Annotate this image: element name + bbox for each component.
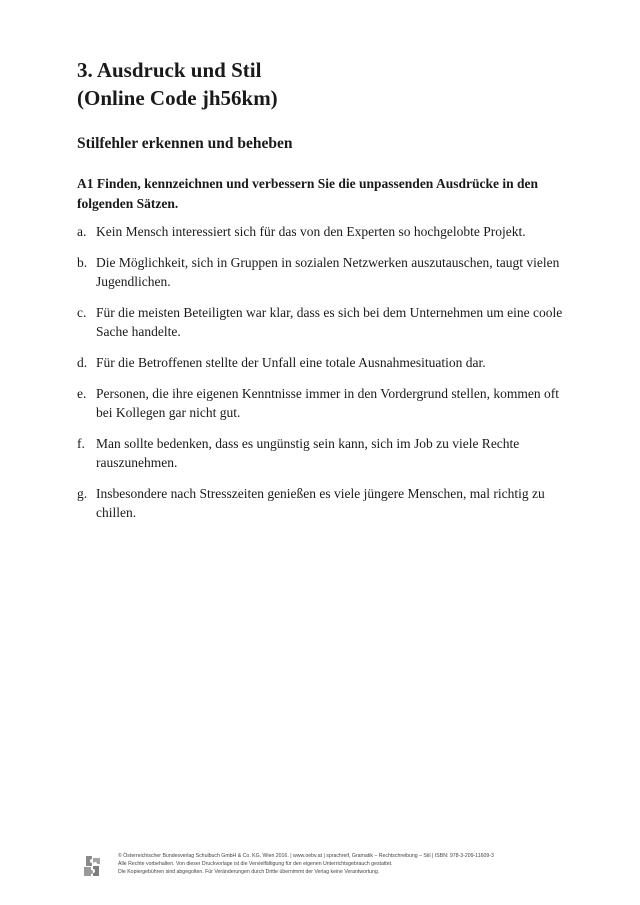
footer-line-1: © Österreichischer Bundesverlag Schulbuch GmbH & Co. KG, Wien 2016. | www.oebv.at | sprachreif, Gramatik – Rechtschreibung – Stil | ISBN: 978-3-209-11609-3 — [118, 853, 494, 859]
item-letter: a. — [77, 224, 87, 239]
item-text: Für die meisten Beteiligten war klar, dass es sich bei dem Unternehmen um eine coole Sache handelte. — [96, 305, 563, 339]
footer-copyright — [118, 852, 558, 876]
list-item — [77, 384, 577, 422]
item-text: Kein Mensch interessiert sich für das von den Experten so hochgelobte Projekt. — [96, 224, 526, 239]
page-footer — [82, 852, 562, 882]
page-title-line-2: (Online Code jh56km) — [77, 86, 278, 110]
exercise-list — [77, 222, 577, 534]
publisher-puzzle-logo-icon — [82, 854, 104, 878]
list-item — [77, 303, 577, 341]
list-item — [77, 353, 577, 372]
item-letter: b. — [77, 255, 88, 270]
item-text: Für die Betroffenen stellte der Unfall eine totale Ausnahmesituation dar. — [96, 355, 486, 370]
footer-line-2: Alle Rechte vorbehalten. Von dieser Druckvorlage ist die Vervielfältigung für den eigenen Unterrichtsgebrauch gestattet. — [118, 861, 393, 867]
section-heading: Stilfehler erkennen und beheben — [77, 135, 293, 152]
item-text: Die Möglichkeit, sich in Gruppen in sozialen Netzwerken auszutauschen, taugt vielen Jugendlichen. — [96, 255, 560, 289]
item-text: Personen, die ihre eigenen Kenntnisse immer in den Vordergrund stellen, kommen oft bei Kollegen gar nicht gut. — [96, 386, 560, 420]
item-text: Insbesondere nach Stresszeiten genießen es viele jüngere Menschen, mal richtig zu chillen. — [96, 486, 545, 520]
item-letter: d. — [77, 355, 88, 370]
task-instruction: A1 Finden, kennzeichnen und verbessern Sie die unpassenden Ausdrücke in den folgenden Sätzen. — [77, 176, 538, 211]
page-title-line-1: 3. Ausdruck und Stil — [77, 58, 262, 82]
list-item — [77, 253, 577, 291]
item-letter: e. — [77, 386, 87, 401]
footer-line-3: Die Kopiergebühren sind abgegolten. Für Veränderungen durch Dritte übernimmt der Verlag keine Verantwortung. — [118, 869, 380, 875]
item-letter: f. — [77, 436, 85, 451]
item-letter: g. — [77, 486, 88, 501]
item-letter: c. — [77, 305, 87, 320]
list-item — [77, 222, 577, 241]
list-item — [77, 484, 577, 522]
page-title — [77, 56, 278, 112]
list-item — [77, 434, 577, 472]
item-text: Man sollte bedenken, dass es ungünstig sein kann, sich im Job zu viele Rechte rauszunehmen. — [96, 436, 520, 470]
